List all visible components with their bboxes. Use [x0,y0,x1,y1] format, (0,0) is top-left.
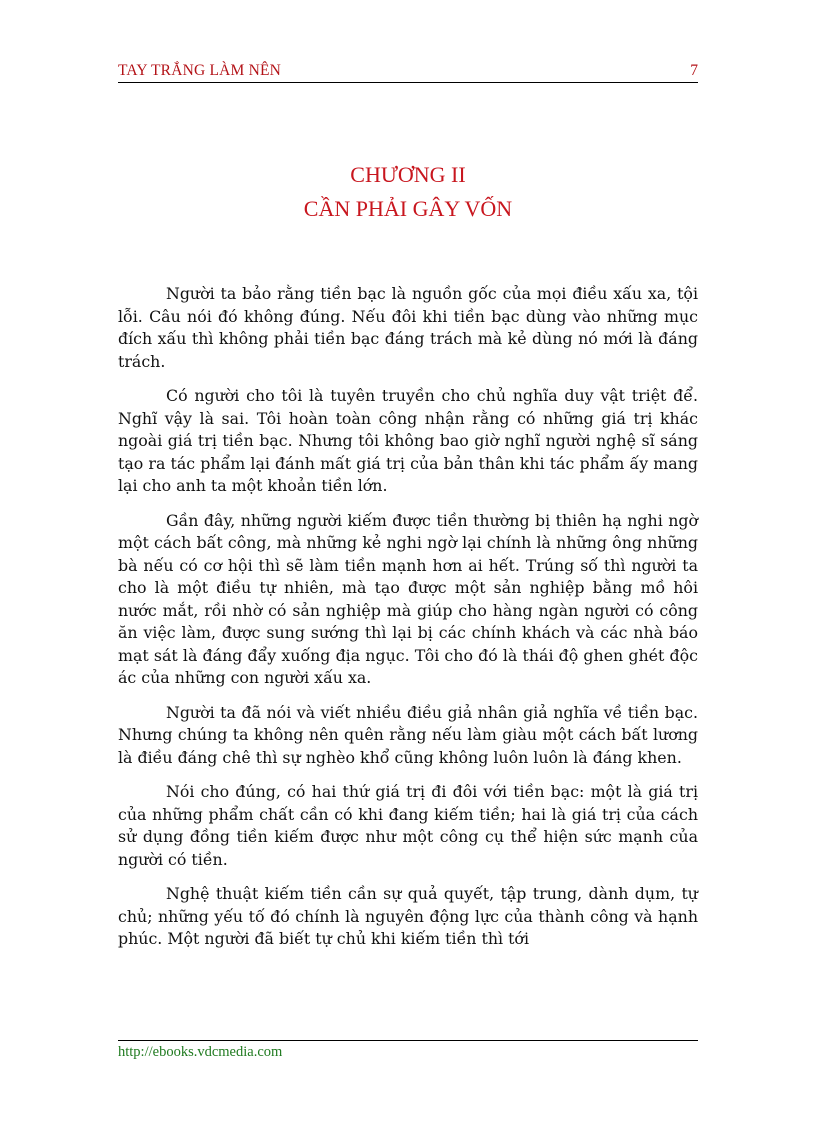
paragraph: Nói cho đúng, có hai thứ giá trị đi đôi với tiền bạc: một là giá trị của những phẩm chất cần có khi đang kiếm tiền; hai là giá trị của cách sử dụng đồng tiền kiếm được như một công cụ thể hiện sức mạnh của người có tiền. [118,782,698,869]
footer-link[interactable]: http://ebooks.vdcmedia.com [118,1044,283,1060]
page-number: 7 [690,62,698,79]
body-text [118,283,698,963]
paragraph: Người ta đã nói và viết nhiều điều giả nhân giả nghĩa về tiền bạc. Nhưng chúng ta không nên quên rằng nếu làm giàu một cách bất lương là điều đáng chê thì sự nghèo khổ cũng không luôn luôn là đáng khen. [118,702,698,767]
paragraph: Có người cho tôi là tuyên truyền cho chủ nghĩa duy vật triệt để. Nghĩ vậy là sai. Tôi hoàn toàn công nhận rằng có những giá trị khác ngoài giá trị tiền bạc. Nhưng tôi không bao giờ nghĩ người nghệ sĩ sáng tạo ra tác phẩm lại đánh mất giá trị của bản thân khi tác phẩm ấy mang lại cho anh ta một khoản tiền lớn. [118,386,698,495]
running-header [118,60,698,83]
paragraph: Gần đây, những người kiếm được tiền thường bị thiên hạ nghi ngờ một cách bất công, mà những kẻ nghi ngờ lại chính là những ông những bà nếu có cơ hội thì sẽ làm tiền mạnh hơn ai hết. Trúng số thì người ta cho là một điều tự nhiên, mà tạo được một sản nghiệp bằng mồ hôi nước mắt, rồi nhờ có sản nghiệp mà giúp cho hàng ngàn người có công ăn việc làm, được sung sướng thì lại bị các chính khách và các nhà báo mạt sát là đáng đẩy xuống địa ngục. Tôi cho đó là thái độ ghen ghét độc ác của những con người xấu xa. [118,510,698,687]
footer-divider [118,1040,698,1041]
chapter-heading [118,158,698,226]
book-title: TAY TRẮNG LÀM NÊN [118,62,282,79]
paragraph: Người ta bảo rằng tiền bạc là nguồn gốc của mọi điều xấu xa, tội lỗi. Câu nói đó không đúng. Nếu đôi khi tiền bạc dùng vào những mục đích xấu thì không phải tiền bạc đáng trách mà kẻ dùng nó mới là đáng trách. [118,284,698,371]
paragraph: Nghệ thuật kiếm tiền cần sự quả quyết, tập trung, dành dụm, tự chủ; những yếu tố đó chính là nguyên động lực của thành công và hạnh phúc. Một người đã biết tự chủ khi kiếm tiền thì tới [118,884,698,948]
chapter-number: CHƯƠNG II [350,162,466,187]
chapter-title: CẦN PHẢI GÂY VỐN [303,196,513,221]
